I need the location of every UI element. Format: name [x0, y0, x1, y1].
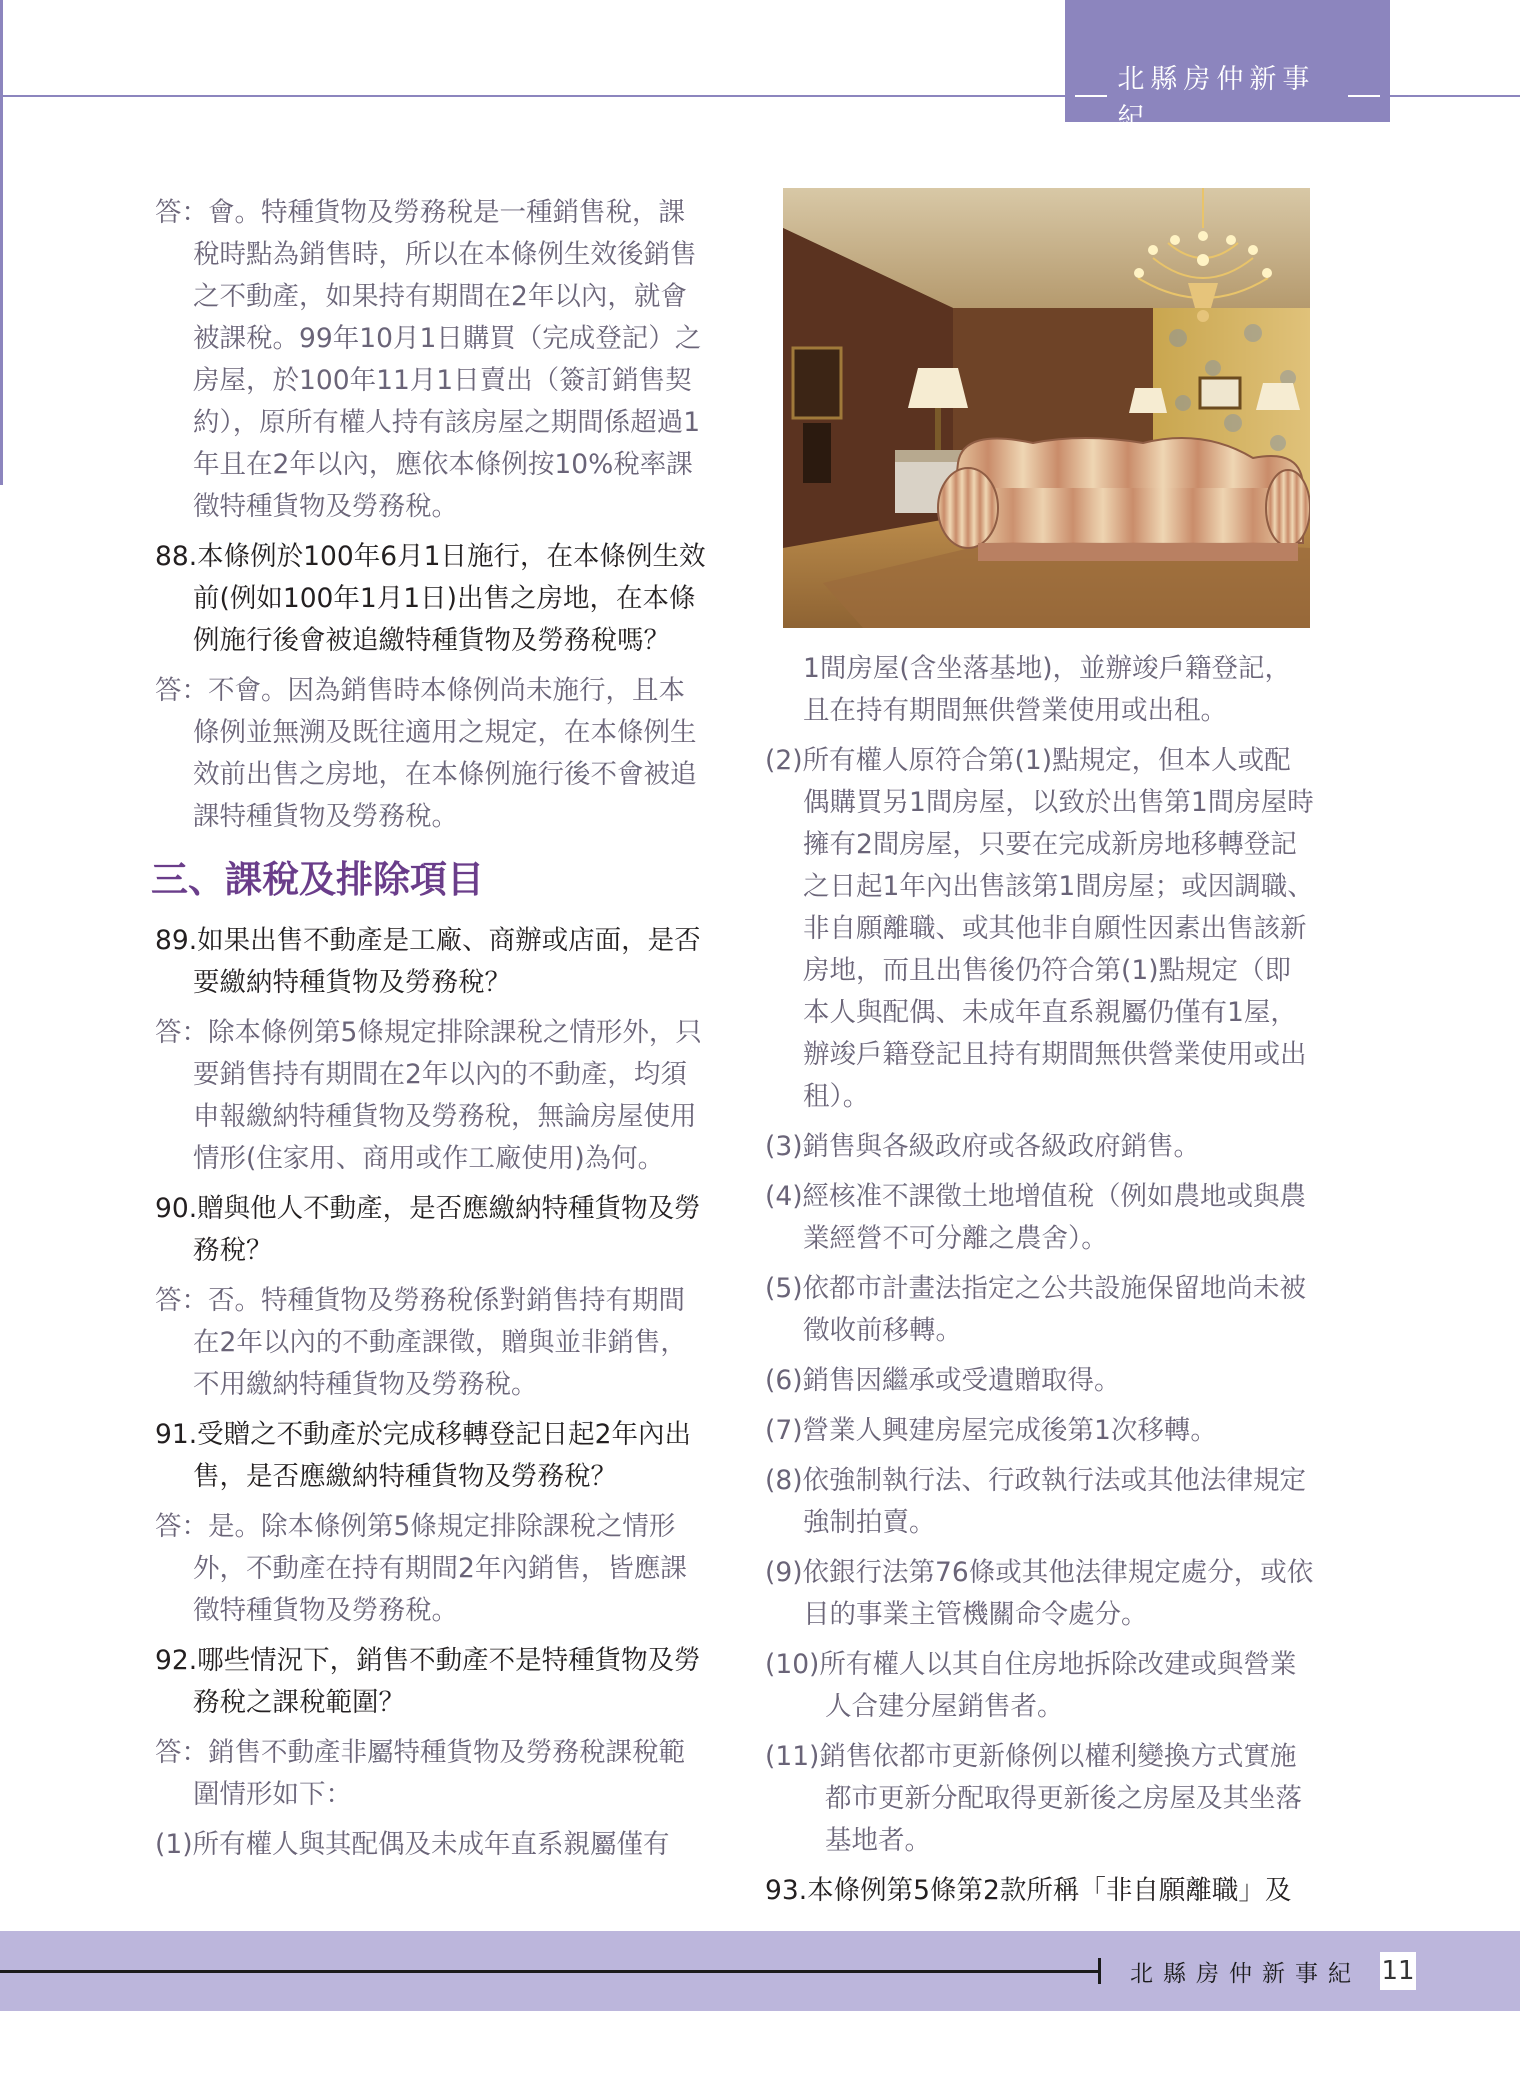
list-item-4: (4)經核准不課徵土地增值稅（例如農地或與農業經營不可分離之農舍）。: [765, 1181, 1307, 1254]
header-title: [1065, 64, 1390, 134]
list-item-1-end: 1間房屋(含坐落基地)，並辦竣戶籍登記，且在持有期間無供營業使用或出租。: [803, 653, 1292, 726]
list-item-9: (9)依銀行法第76條或其他法律規定處分，或依目的事業主管機關命令處分。: [765, 1557, 1314, 1630]
list-item-2: (2)所有權人原符合第(1)點規定，但本人或配偶購買另1間房屋，以致於出售第1間房屋時擁有2間房屋，只要在完成新房地移轉登記之日起1年內出售該第1間房屋；或因調職、非自願離職、或其他非自願性因素出售該新房地，而且出售後仍符合第(1)點規定（即本人與配偶、未成年直系親屬仍僅有1屋，辦竣戶籍登記且持有期間無供營業使用或出租）。: [765, 745, 1314, 1112]
list-item-5: (5)依都市計畫法指定之公共設施保留地尚未被徵收前移轉。: [765, 1273, 1307, 1346]
answer-88: 答：不會。因為銷售時本條例尚未施行，且本條例並無溯及既往適用之規定，在本條例生效前出售之房地，在本條例施行後不會被追課特種貨物及勞務稅。: [155, 675, 697, 832]
page-number: 11: [1380, 1952, 1416, 1990]
left-column: [151, 192, 710, 1874]
question-90: 90.贈與他人不動產，是否應繳納特種貨物及勞務稅？: [155, 1193, 701, 1266]
footer-tick: [1098, 1958, 1101, 1984]
right-column: [765, 648, 1315, 1920]
living-room-photo: [783, 188, 1310, 628]
answer-87: 答：會。特種貨物及勞務稅是一種銷售稅，課稅時點為銷售時，所以在本條例生效後銷售之不動產，如果持有期間在2年以內，就會被課稅。99年10月1日購買（完成登記）之房屋，於100年11月1日賣出（簽訂銷售契約），原所有權人持有該房屋之期間係超過1年且在2年以內，應依本條例按10%稅率課徵特種貨物及勞務稅。: [155, 197, 702, 522]
list-item-11: (11)銷售依都市更新條例以權利變換方式實施都市更新分配取得更新後之房屋及其坐落基地者。: [765, 1741, 1302, 1856]
left-edge-bar: [0, 0, 3, 485]
footer-title: 北縣房仲新事紀: [1130, 1961, 1361, 1987]
list-item-8: (8)依強制執行法、行政執行法或其他法律規定強制拍賣。: [765, 1465, 1307, 1538]
list-item-10: (10)所有權人以其自住房地拆除改建或與營業人合建分屋銷售者。: [765, 1649, 1297, 1722]
section-title: 三、課稅及排除項目: [151, 858, 484, 901]
list-item-6: (6)銷售因繼承或受遺贈取得。: [765, 1365, 1121, 1396]
answer-90: 答：否。特種貨物及勞務稅係對銷售持有期間在2年以內的不動產課徵，贈與並非銷售，不用繳納特種貨物及勞務稅。: [155, 1285, 687, 1400]
header-title-text: 北縣房仲新事紀: [1117, 64, 1316, 134]
list-item-1-start: (1)所有權人與其配偶及未成年直系親屬僅有: [155, 1829, 670, 1860]
footer-rule: [0, 1970, 1100, 1973]
question-92: 92.哪些情況下，銷售不動產不是特種貨物及勞務稅之課稅範圍？: [155, 1645, 701, 1718]
answer-89: 答：除本條例第5條規定排除課稅之情形外，只要銷售持有期間在2年以內的不動產，均須申報繳納特種貨物及勞務稅，無論房屋使用情形(住家用、商用或作工廠使用)為何。: [155, 1017, 702, 1174]
answer-91: 答：是。除本條例第5條規定排除課稅之情形外，不動產在持有期間2年內銷售，皆應課徵特種貨物及勞務稅。: [155, 1511, 687, 1626]
question-88: 88.本條例於100年6月1日施行，在本條例生效前(例如100年1月1日)出售之房地，在本條例施行後會被追繳特種貨物及勞務稅嗎？: [155, 541, 706, 656]
question-93: 93.本條例第5條第2款所稱「非自願離職」及: [765, 1875, 1292, 1906]
photo-illustration: [783, 188, 1310, 628]
question-89: 89.如果出售不動產是工廠、商辦或店面，是否要繳納特種貨物及勞務稅？: [155, 925, 701, 998]
list-item-3: (3)銷售與各級政府或各級政府銷售。: [765, 1131, 1201, 1162]
answer-92: 答：銷售不動產非屬特種貨物及勞務稅課稅範圍情形如下：: [155, 1737, 685, 1810]
question-91: 91.受贈之不動產於完成移轉登記日起2年內出售，是否應繳納特種貨物及勞務稅？: [155, 1419, 692, 1492]
list-item-7: (7)營業人興建房屋完成後第1次移轉。: [765, 1415, 1217, 1446]
